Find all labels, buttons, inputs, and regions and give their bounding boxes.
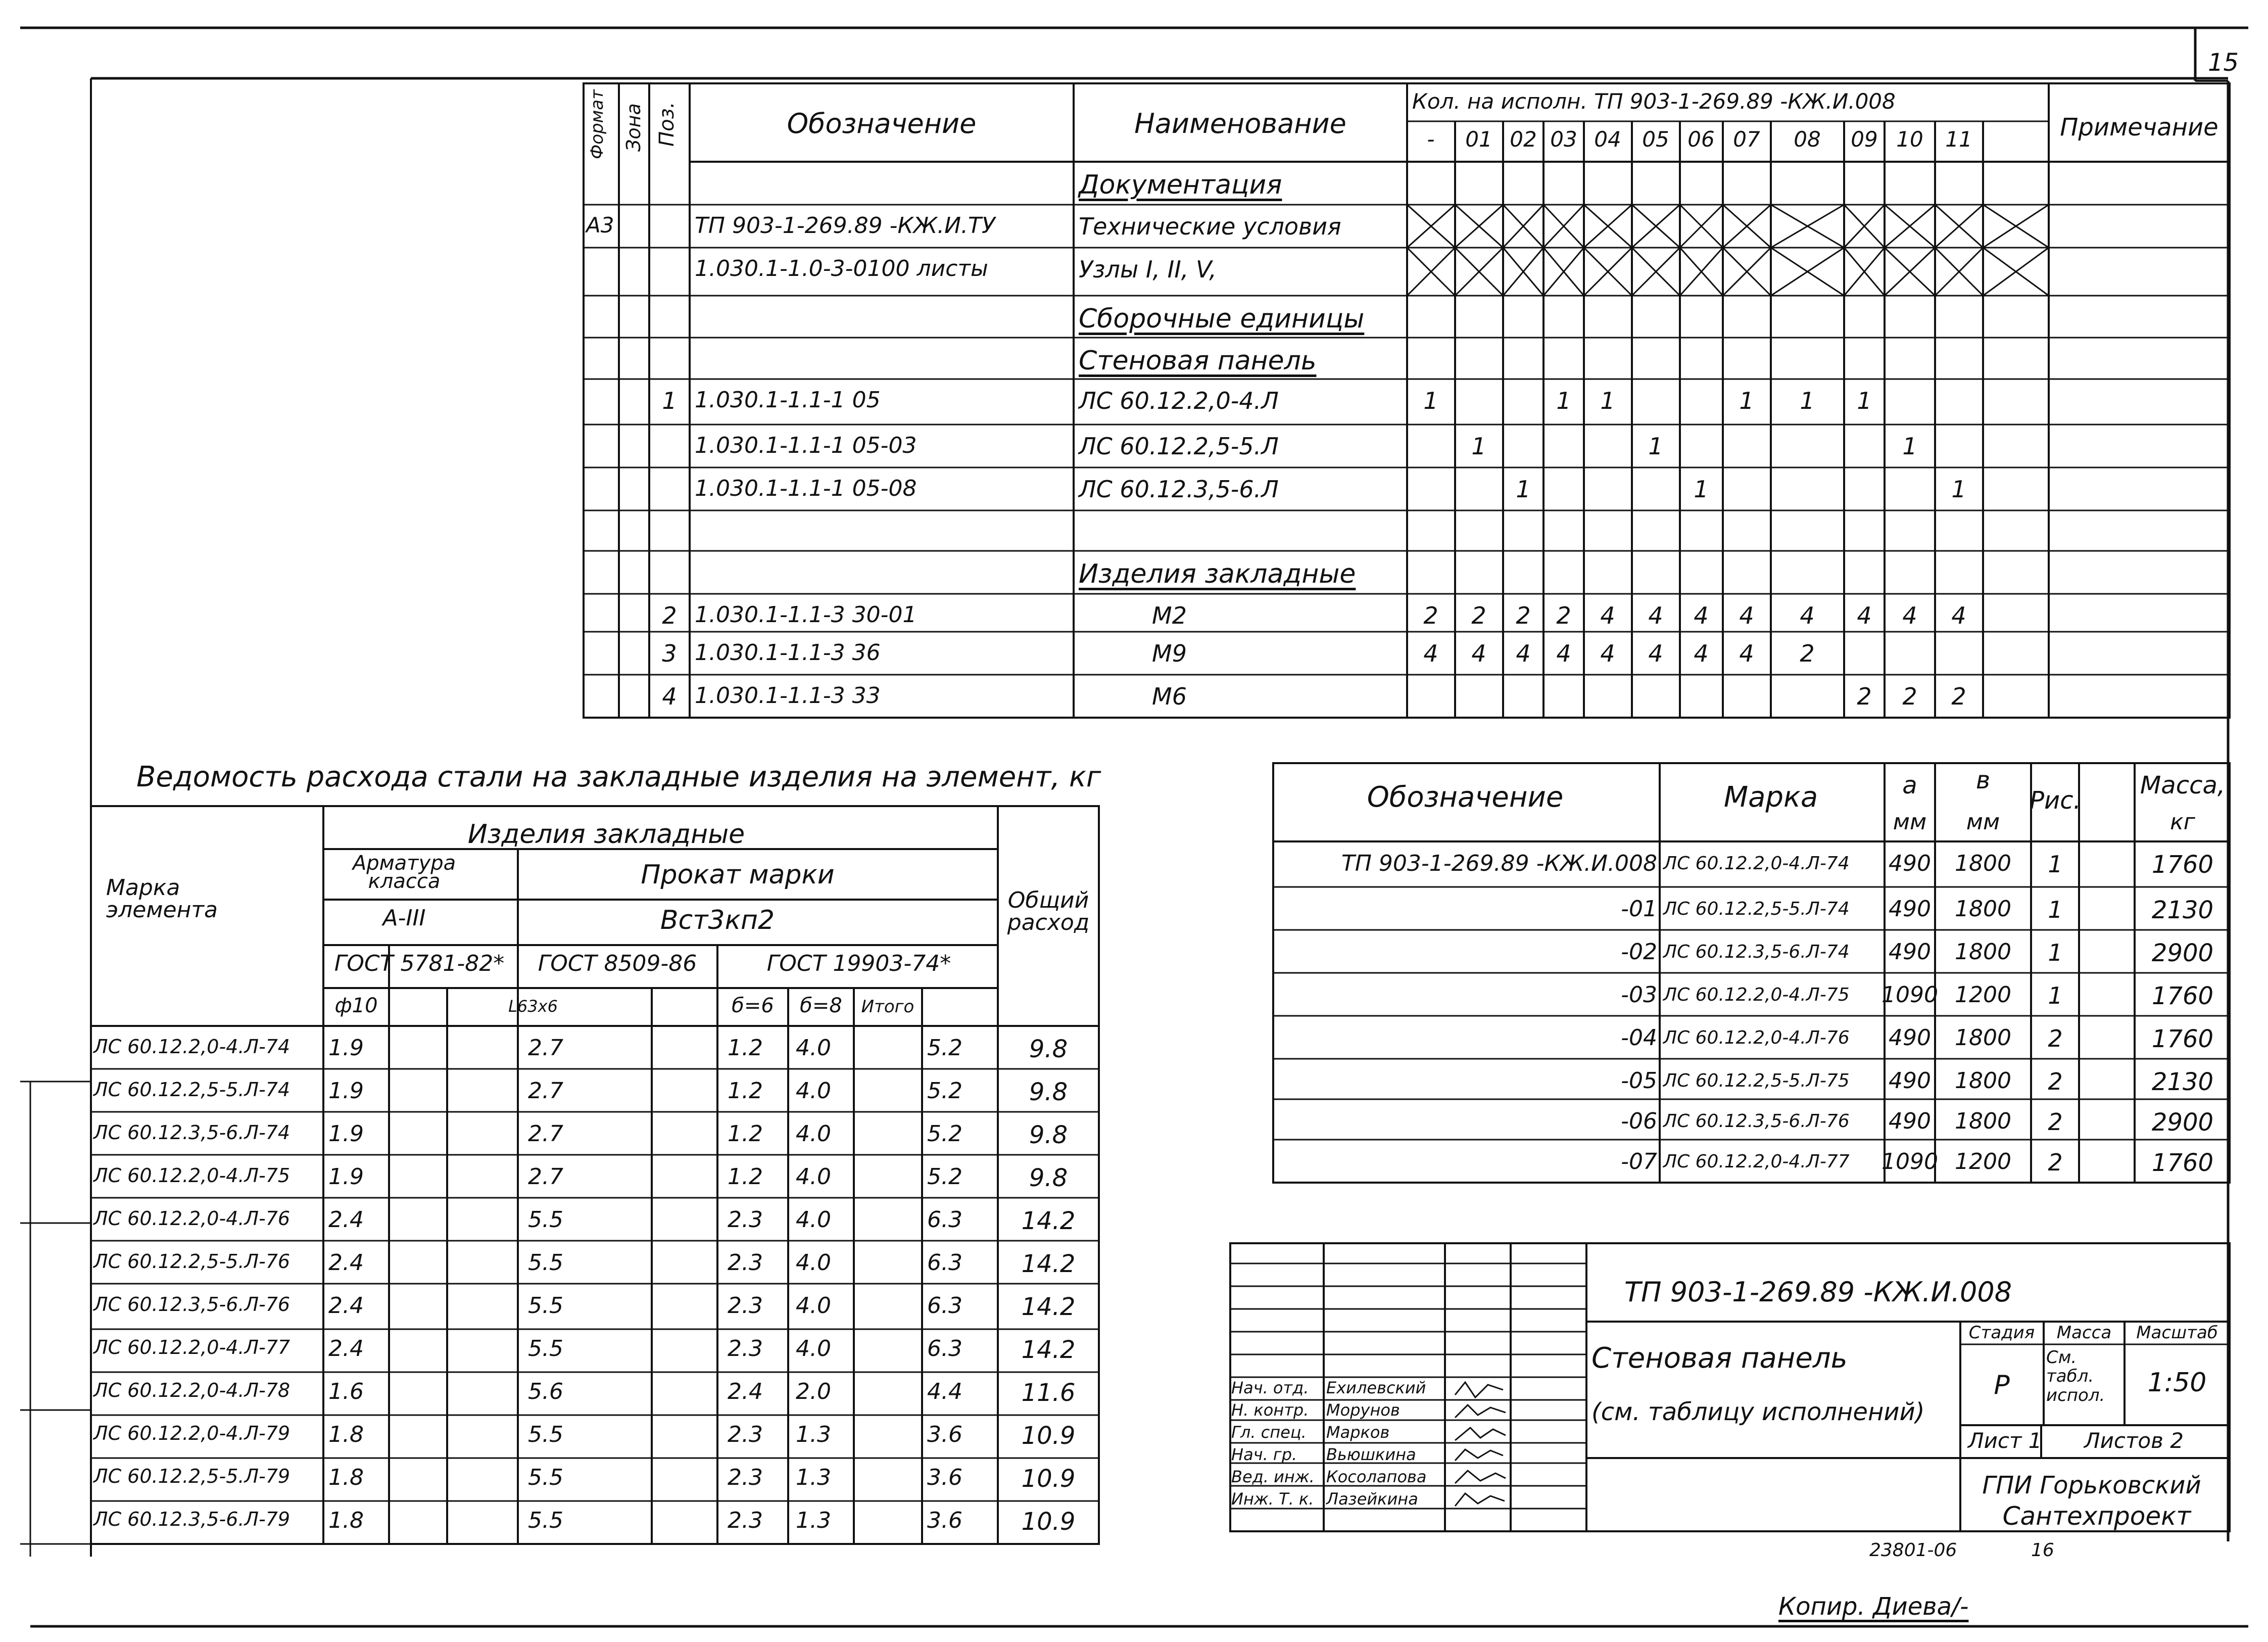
- steel-phi: 2.4: [328, 1293, 364, 1319]
- variants-header-a: а: [1902, 771, 1917, 800]
- spec-qty: 1: [1800, 387, 1815, 414]
- spec-name: М9: [1152, 640, 1187, 667]
- variant-b: 1800: [1955, 1025, 2011, 1051]
- spec-qty: 4: [1739, 602, 1754, 629]
- variant-a: 490: [1889, 896, 1931, 922]
- steel-d8: 1.3: [796, 1422, 831, 1447]
- steel-d6: 2.3: [728, 1250, 763, 1276]
- steel-phi: 1.8: [328, 1508, 364, 1533]
- title-block-sheets: Листов 2: [2084, 1428, 2184, 1453]
- steel-overall: 9.8: [1029, 1035, 1068, 1063]
- steel-header-rolled: Прокат марки: [641, 860, 835, 890]
- steel-mark: ЛС 60.12.2,5-5.Л-74: [93, 1078, 291, 1101]
- steel-total: 5.2: [927, 1078, 962, 1104]
- signature-name: Косолапова: [1326, 1467, 1427, 1486]
- variant-fig: 2: [2048, 1025, 2063, 1052]
- variants-header-b-unit: мм: [1966, 809, 2000, 835]
- variant-a: 490: [1889, 1068, 1931, 1094]
- spec-qty: 2: [1800, 640, 1815, 667]
- signature-name: Вьюшкина: [1326, 1445, 1416, 1464]
- copied-by-note: Копир. Диева/-: [1778, 1592, 1969, 1621]
- steel-header-phi: ф10: [334, 994, 378, 1017]
- spec-qty: 4: [1800, 602, 1815, 629]
- spec-pos: 2: [662, 602, 677, 629]
- title-block-mass: См. табл. испол.: [2046, 1347, 2105, 1405]
- spec-qty: 4: [1471, 640, 1486, 667]
- doc-ref-number: 23801-06: [1869, 1540, 1957, 1561]
- spec-format: А3: [586, 213, 614, 238]
- signature-name: Морунов: [1326, 1400, 1400, 1420]
- steel-d8: 4.0: [796, 1250, 831, 1276]
- steel-total: 3.6: [927, 1422, 962, 1447]
- spec-qty: 1: [1471, 433, 1486, 460]
- spec-qty: 1: [1902, 433, 1917, 460]
- spec-designation: 1.030.1-1.1-1 05-03: [695, 433, 917, 458]
- spec-qty: 4: [1739, 640, 1754, 667]
- steel-mark: ЛС 60.12.2,0-4.Л-77: [93, 1336, 291, 1358]
- steel-d8: 4.0: [796, 1207, 831, 1233]
- steel-phi: 2.4: [328, 1336, 364, 1362]
- steel-overall: 14.2: [1021, 1207, 1076, 1235]
- spec-name: Стеновая панель: [1079, 346, 1317, 376]
- steel-d8: 4.0: [796, 1164, 831, 1190]
- variant-a: 490: [1889, 851, 1931, 876]
- steel-overall: 9.8: [1029, 1121, 1068, 1149]
- steel-total: 6.3: [927, 1293, 962, 1319]
- spec-header-format: Формат: [587, 89, 607, 159]
- variant-b: 1800: [1955, 851, 2011, 876]
- spec-qty: 1: [1600, 387, 1615, 414]
- spec-variant-header: 04: [1594, 127, 1621, 152]
- spec-pos: 4: [662, 683, 677, 710]
- steel-total: 6.3: [927, 1250, 962, 1276]
- spec-qty: 1: [1516, 476, 1531, 503]
- spec-designation: 1.030.1-1.1-3 30-01: [695, 602, 917, 628]
- steel-phi: 1.9: [328, 1121, 364, 1147]
- steel-angle: 5.5: [528, 1422, 563, 1447]
- variant-fig: 1: [2048, 851, 2063, 878]
- spec-variant-header: 07: [1733, 127, 1760, 152]
- spec-qty: 4: [1857, 602, 1872, 629]
- variant-mark: ЛС 60.12.2,0-4.Л-76: [1663, 1027, 1850, 1048]
- variant-designation: -01: [1621, 896, 1657, 922]
- steel-d6: 1.2: [728, 1035, 763, 1061]
- variant-mass: 2130: [2151, 896, 2214, 924]
- spec-qty: 4: [1902, 602, 1917, 629]
- spec-header-qty: Кол. на исполн. ТП 903-1-269.89 -КЖ.И.008: [1412, 89, 1896, 114]
- spec-qty: 4: [1600, 602, 1615, 629]
- spec-designation: ТП 903-1-269.89 -КЖ.И.ТУ: [695, 213, 995, 239]
- steel-header-rebar: Арматура класса: [352, 852, 456, 893]
- spec-header-note: Примечание: [2060, 113, 2218, 142]
- steel-d6: 1.2: [728, 1164, 763, 1190]
- steel-header-angle: L63х6: [508, 997, 558, 1016]
- steel-mark: ЛС 60.12.2,0-4.Л-74: [93, 1036, 291, 1058]
- signature-name: Лазейкина: [1326, 1489, 1418, 1509]
- variant-mark: ЛС 60.12.2,0-4.Л-77: [1663, 1151, 1850, 1172]
- steel-d6: 2.3: [728, 1465, 763, 1490]
- title-block-title-line1: Стеновая панель: [1591, 1342, 1848, 1375]
- steel-angle: 5.5: [528, 1293, 563, 1319]
- variant-a: 1090: [1881, 1149, 1938, 1175]
- steel-header-rebar-class: А-III: [382, 905, 426, 931]
- variants-header-fig: Рис.: [2030, 786, 2081, 815]
- variant-mass: 1760: [2151, 982, 2214, 1010]
- variant-fig: 1: [2048, 982, 2063, 1009]
- spec-qty: 4: [1951, 602, 1966, 629]
- variant-b: 1800: [1955, 1108, 2011, 1134]
- steel-phi: 2.4: [328, 1207, 364, 1233]
- variant-mass: 2900: [2151, 939, 2214, 967]
- variant-designation: -06: [1621, 1108, 1657, 1134]
- title-block-mass-label: Масса: [2056, 1323, 2112, 1343]
- steel-mark: ЛС 60.12.2,0-4.Л-76: [93, 1207, 291, 1230]
- spec-qty: 2: [1471, 602, 1486, 629]
- steel-total: 3.6: [927, 1508, 962, 1533]
- spec-qty: 1: [1951, 476, 1966, 503]
- steel-header-total: Итого: [861, 997, 914, 1017]
- spec-qty: 2: [1902, 683, 1917, 710]
- variant-designation: -02: [1621, 939, 1657, 965]
- title-block-scale: 1:50: [2147, 1368, 2207, 1398]
- steel-d6: 2.3: [728, 1508, 763, 1533]
- steel-mark: ЛС 60.12.3,5-6.Л-76: [93, 1293, 291, 1316]
- variant-mark: ЛС 60.12.2,0-4.Л-75: [1663, 984, 1850, 1005]
- steel-overall: 14.2: [1021, 1336, 1076, 1364]
- signature-name: Марков: [1326, 1423, 1390, 1442]
- steel-angle: 5.5: [528, 1207, 563, 1233]
- steel-total: 3.6: [927, 1465, 962, 1490]
- steel-total: 5.2: [927, 1164, 962, 1190]
- variant-mass: 2130: [2151, 1068, 2214, 1096]
- sheet-corner-number: 15: [2208, 49, 2239, 77]
- spec-qty: 1: [1739, 387, 1754, 414]
- spec-qty: 4: [1694, 640, 1709, 667]
- spec-variant-header: 05: [1642, 127, 1669, 152]
- variant-fig: 1: [2048, 939, 2063, 966]
- spec-variant-header: 06: [1687, 127, 1715, 152]
- steel-phi: 1.9: [328, 1078, 364, 1104]
- title-block-sheet: Лист 1: [1968, 1428, 2042, 1453]
- title-block-scale-label: Масштаб: [2136, 1323, 2218, 1343]
- steel-phi: 2.4: [328, 1250, 364, 1276]
- steel-header-mark: Марка элемента: [106, 875, 218, 923]
- spec-name: Технические условия: [1079, 213, 1341, 240]
- steel-d8: 4.0: [796, 1336, 831, 1362]
- steel-total: 6.3: [927, 1336, 962, 1362]
- steel-d6: 2.4: [728, 1379, 763, 1404]
- steel-angle: 5.5: [528, 1336, 563, 1362]
- steel-mark: ЛС 60.12.2,5-5.Л-76: [93, 1250, 291, 1273]
- steel-d6: 2.3: [728, 1336, 763, 1362]
- signature-role: Нач. гр.: [1231, 1445, 1297, 1464]
- spec-qty: 4: [1556, 640, 1571, 667]
- steel-mark: ЛС 60.12.2,0-4.Л-75: [93, 1164, 291, 1187]
- steel-angle: 2.7: [528, 1164, 563, 1190]
- steel-phi: 1.8: [328, 1422, 364, 1447]
- steel-angle: 2.7: [528, 1078, 563, 1104]
- spec-variant-header: 09: [1851, 127, 1878, 152]
- variant-designation: -07: [1621, 1149, 1657, 1175]
- variant-designation: ТП 903-1-269.89 -КЖ.И.008: [1341, 851, 1657, 876]
- steel-phi: 1.9: [328, 1035, 364, 1061]
- spec-variant-header: 02: [1510, 127, 1537, 152]
- spec-designation: 1.030.1-1.1-3 36: [695, 640, 881, 666]
- steel-phi: 1.6: [328, 1379, 364, 1404]
- spec-qty: 1: [1648, 433, 1663, 460]
- steel-total: 6.3: [927, 1207, 962, 1233]
- spec-qty: 4: [1516, 640, 1531, 667]
- steel-angle: 5.5: [528, 1250, 563, 1276]
- spec-designation: 1.030.1-1.1-1 05: [695, 387, 881, 413]
- variants-header-mark: Марка: [1723, 781, 1818, 814]
- steel-overall: 14.2: [1021, 1250, 1076, 1278]
- signature-role: Гл. спец.: [1231, 1423, 1307, 1442]
- steel-d6: 2.3: [728, 1422, 763, 1447]
- spec-qty: 4: [1423, 640, 1438, 667]
- steel-d8: 2.0: [796, 1379, 831, 1404]
- variants-header-a-unit: мм: [1893, 809, 1927, 835]
- spec-qty: 1: [1423, 387, 1438, 414]
- variant-mark: ЛС 60.12.2,0-4.Л-74: [1663, 853, 1850, 874]
- steel-header-d6: б=6: [732, 994, 774, 1017]
- title-block-org-line2: Сантехпроект: [2002, 1502, 2191, 1531]
- steel-phi: 1.9: [328, 1164, 364, 1190]
- signature-role: Н. контр.: [1231, 1400, 1309, 1420]
- spec-qty: 2: [1951, 683, 1966, 710]
- steel-overall: 9.8: [1029, 1164, 1068, 1192]
- variants-header-designation: Обозначение: [1367, 781, 1564, 814]
- steel-overall: 10.9: [1021, 1422, 1076, 1450]
- spec-pos: 1: [662, 387, 677, 414]
- spec-name: Документация: [1079, 170, 1282, 200]
- spec-qty: 4: [1600, 640, 1615, 667]
- spec-qty: 4: [1648, 640, 1663, 667]
- spec-variant-header: 11: [1945, 127, 1972, 152]
- variant-a: 490: [1889, 939, 1931, 965]
- spec-qty: 1: [1694, 476, 1709, 503]
- spec-designation: 1.030.1-1.1-3 33: [695, 683, 881, 709]
- variant-a: 490: [1889, 1025, 1931, 1051]
- doc-page-number: 16: [2031, 1540, 2054, 1561]
- spec-name: ЛС 60.12.3,5-6.Л: [1079, 476, 1279, 503]
- variant-designation: -04: [1621, 1025, 1657, 1051]
- signature-name: Ехилевский: [1326, 1378, 1426, 1397]
- spec-name: Сборочные единицы: [1079, 304, 1365, 334]
- variant-mark: ЛС 60.12.2,5-5.Л-74: [1663, 899, 1850, 919]
- steel-total: 4.4: [927, 1379, 962, 1404]
- spec-header-designation: Обозначение: [787, 108, 977, 139]
- variants-header-mass: Масса,: [2140, 771, 2226, 800]
- title-block-stage-label: Стадия: [1968, 1323, 2035, 1343]
- steel-header-overall: Общий расход: [1007, 887, 1090, 935]
- steel-d8: 1.3: [796, 1465, 831, 1490]
- variant-fig: 1: [2048, 896, 2063, 923]
- steel-mark: ЛС 60.12.3,5-6.Л-74: [93, 1121, 291, 1144]
- variant-designation: -03: [1621, 982, 1657, 1008]
- spec-variant-header: 01: [1465, 127, 1492, 152]
- steel-overall: 10.9: [1021, 1465, 1076, 1493]
- steel-d8: 1.3: [796, 1508, 831, 1533]
- variant-mark: ЛС 60.12.3,5-6.Л-74: [1663, 942, 1850, 962]
- steel-angle: 5.5: [528, 1508, 563, 1533]
- steel-d8: 4.0: [796, 1293, 831, 1319]
- variant-b: 1800: [1955, 939, 2011, 965]
- signature-role: Нач. отд.: [1231, 1378, 1309, 1397]
- spec-variant-header: 10: [1896, 127, 1923, 152]
- steel-d6: 2.3: [728, 1293, 763, 1319]
- steel-angle: 5.6: [528, 1379, 563, 1404]
- spec-header-pos: Поз.: [655, 102, 679, 147]
- spec-qty: 4: [1694, 602, 1709, 629]
- variants-header-mass-unit: кг: [2170, 809, 2195, 835]
- steel-overall: 9.8: [1029, 1078, 1068, 1106]
- steel-total: 5.2: [927, 1035, 962, 1061]
- spec-header-zone: Зона: [622, 103, 645, 152]
- steel-d8: 4.0: [796, 1035, 831, 1061]
- steel-d6: 1.2: [728, 1078, 763, 1104]
- variant-mass: 2900: [2151, 1108, 2214, 1137]
- spec-name: Узлы I, II, V,: [1079, 256, 1217, 283]
- spec-designation: 1.030.1-1.1-1 05-08: [695, 476, 917, 501]
- spec-qty: 2: [1423, 602, 1438, 629]
- spec-header-name: Наименование: [1134, 108, 1346, 139]
- spec-qty: 4: [1648, 602, 1663, 629]
- spec-designation: 1.030.1-1.0-3-0100 листы: [695, 256, 988, 282]
- spec-qty: 1: [1556, 387, 1571, 414]
- spec-name: М6: [1152, 683, 1187, 710]
- spec-qty: 2: [1556, 602, 1571, 629]
- spec-pos: 3: [662, 640, 677, 667]
- variant-fig: 2: [2048, 1149, 2063, 1176]
- steel-angle: 5.5: [528, 1465, 563, 1490]
- steel-header-gost3: ГОСТ 19903-74*: [766, 951, 951, 976]
- variant-b: 1800: [1955, 896, 2011, 922]
- steel-header-items: Изделия закладные: [467, 819, 745, 850]
- variants-header-b: в: [1975, 766, 1991, 794]
- spec-variant-header: -: [1427, 127, 1435, 152]
- steel-header-gost1: ГОСТ 5781-82*: [334, 951, 505, 976]
- spec-name: ЛС 60.12.2,0-4.Л: [1079, 387, 1279, 414]
- steel-d8: 4.0: [796, 1121, 831, 1147]
- steel-d8: 4.0: [796, 1078, 831, 1104]
- steel-header-d8: б=8: [800, 994, 842, 1017]
- steel-phi: 1.8: [328, 1465, 364, 1490]
- variant-mark: ЛС 60.12.3,5-6.Л-76: [1663, 1111, 1850, 1132]
- steel-overall: 14.2: [1021, 1293, 1076, 1321]
- steel-overall: 10.9: [1021, 1508, 1076, 1536]
- steel-total: 5.2: [927, 1121, 962, 1147]
- steel-mark: ЛС 60.12.2,0-4.Л-79: [93, 1422, 291, 1444]
- steel-mark: ЛС 60.12.3,5-6.Л-79: [93, 1508, 291, 1530]
- steel-title: Ведомость расхода стали на закладные изделия на элемент, кг: [136, 761, 1101, 793]
- title-block-org-line1: ГПИ Горьковский: [1982, 1471, 2201, 1499]
- spec-name: ЛС 60.12.2,5-5.Л: [1079, 433, 1279, 460]
- title-block-title-line2: (см. таблицу исполнений): [1591, 1398, 1925, 1426]
- signature-role: Вед. инж.: [1231, 1467, 1315, 1486]
- spec-name: Изделия закладные: [1079, 559, 1356, 589]
- steel-angle: 2.7: [528, 1121, 563, 1147]
- variant-b: 1200: [1955, 982, 2011, 1008]
- variant-designation: -05: [1621, 1068, 1657, 1094]
- steel-d6: 1.2: [728, 1121, 763, 1147]
- variant-a: 490: [1889, 1108, 1931, 1134]
- steel-mark: ЛС 60.12.2,0-4.Л-78: [93, 1379, 291, 1401]
- spec-name: М2: [1152, 602, 1187, 629]
- spec-variant-header: 03: [1550, 127, 1577, 152]
- steel-d6: 2.3: [728, 1207, 763, 1233]
- title-block-stage: Р: [1994, 1370, 2010, 1400]
- variant-mark: ЛС 60.12.2,5-5.Л-75: [1663, 1070, 1850, 1091]
- steel-overall: 11.6: [1021, 1379, 1076, 1407]
- variant-mass: 1760: [2151, 1025, 2214, 1053]
- variant-a: 1090: [1881, 982, 1938, 1008]
- steel-mark: ЛС 60.12.2,5-5.Л-79: [93, 1465, 291, 1487]
- variant-mass: 1760: [2151, 1149, 2214, 1177]
- variant-fig: 2: [2048, 1068, 2063, 1095]
- variant-b: 1200: [1955, 1149, 2011, 1175]
- variant-b: 1800: [1955, 1068, 2011, 1094]
- title-block-code: ТП 903-1-269.89 -КЖ.И.008: [1624, 1276, 2012, 1308]
- spec-qty: 2: [1857, 683, 1872, 710]
- spec-variant-header: 08: [1794, 127, 1821, 152]
- spec-qty: 2: [1516, 602, 1531, 629]
- steel-angle: 2.7: [528, 1035, 563, 1061]
- variant-mass: 1760: [2151, 851, 2214, 879]
- steel-header-gost2: ГОСТ 8509-86: [538, 951, 697, 976]
- steel-header-rolled-grade: Вст3кп2: [660, 905, 775, 935]
- variant-fig: 2: [2048, 1108, 2063, 1136]
- signature-role: Инж. Т. к.: [1231, 1489, 1314, 1509]
- spec-qty: 1: [1857, 387, 1872, 414]
